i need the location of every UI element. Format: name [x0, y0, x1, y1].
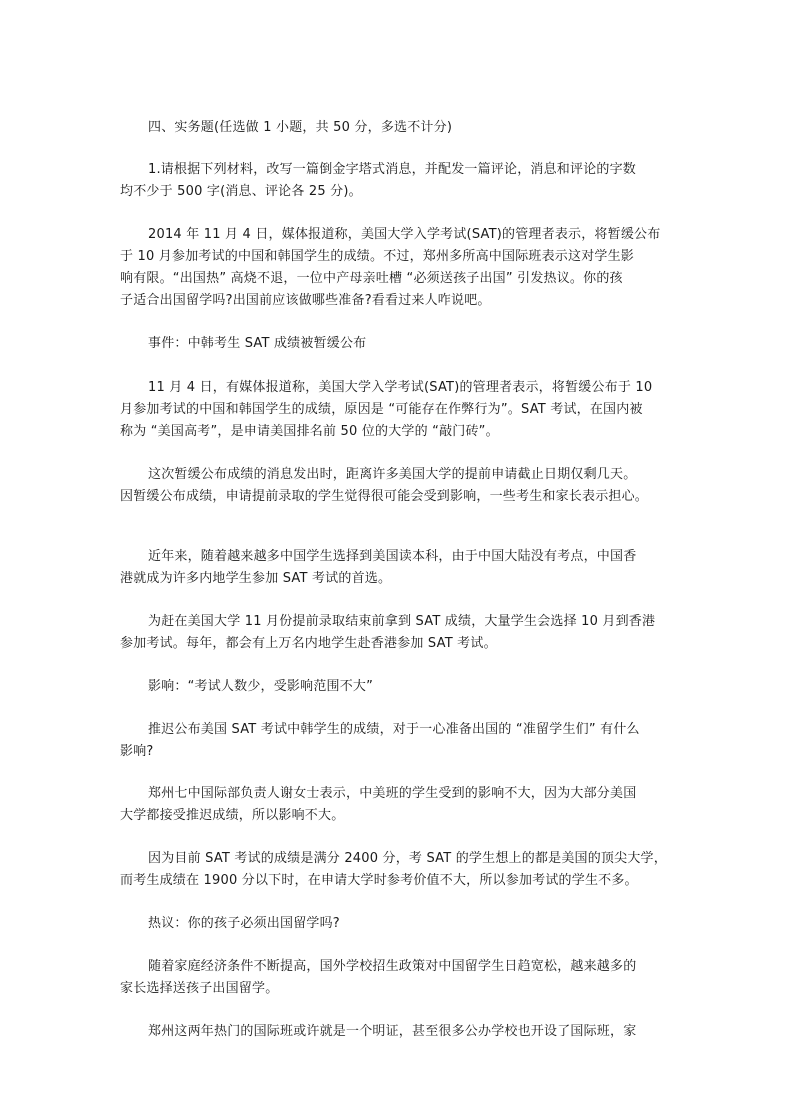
question-line-2: 均不少于 500 字(消息、评论各 25 分)。 — [120, 184, 362, 199]
event-line-2: 月参加考试的中国和韩国学生的成绩，原因是 “可能存在作弊行为”。SAT 考试，在国内被 — [120, 402, 643, 417]
score-line-1: 因为目前 SAT 考试的成绩是满分 2400 分，考 SAT 的学生想上的都是美国的顶尖大学， — [148, 851, 667, 866]
intro-line-2: 于 10 月参加考试的中国和韩国学生的成绩。不过，郑州多所高中国际班表示这对学生影 — [120, 249, 635, 264]
question-line-1: 1.请根据下列材料，改写一篇倒金字塔式消息，并配发一篇评论，消息和评论的字数 — [148, 162, 637, 177]
recent-line-2: 港就成为许多内地学生参加 SAT 考试的首选。 — [120, 571, 392, 586]
hk-line-2: 参加考试。每年，都会有上万名内地学生赴香港参加 SAT 考试。 — [120, 636, 497, 651]
event-line-1: 11 月 4 日，有媒体报道称，美国大学入学考试(SAT)的管理者表示，将暂缓公布于 10 — [148, 380, 653, 395]
zz7-line-2: 大学都接受推迟成绩，所以影响不大。 — [120, 808, 345, 823]
intro-line-3: 响有限。“出国热” 高烧不退，一位中产母亲吐槽 “必须送孩子出国” 引发热议。你的孩 — [120, 271, 623, 286]
impact-heading: 影响：“考试人数少，受影响范围不大” — [148, 679, 374, 694]
last-line-1: 郑州这两年热门的国际班或许就是一个明证，甚至很多公办学校也开设了国际班，家 — [148, 1024, 637, 1039]
zz7-line-1: 郑州七中国际部负责人谢女士表示，中美班的学生受到的影响不大，因为大部分美国 — [148, 786, 637, 801]
event-heading: 事件：中韩考生 SAT 成绩被暂缓公布 — [148, 336, 367, 351]
event-line-3: 称为 “美国高考”，是申请美国排名前 50 位的大学的 “敲门砖”。 — [120, 424, 499, 439]
score-line-2: 而考生成绩在 1900 分以下时，在申请大学时参考价值不大，所以参加考试的学生不多。 — [120, 873, 638, 888]
family-line-1: 随着家庭经济条件不断提高，国外学校招生政策对中国留学生日趋宽松，越来越多的 — [148, 959, 637, 974]
recent-line-1: 近年来，随着越来越多中国学生选择到美国读本科，由于中国大陆没有考点，中国香 — [148, 549, 637, 564]
section-heading: 四、实务题(任选做 1 小题，共 50 分，多选不计分) — [148, 120, 453, 135]
impact-question-line-1: 推迟公布美国 SAT 考试中韩学生的成绩，对于一心准备出国的 “准留学生们” 有什么 — [148, 722, 640, 737]
impact-question-line-2: 影响? — [120, 744, 154, 759]
delay-line-2: 因暂缓公布成绩，申请提前录取的学生觉得很可能会受到影响，一些考生和家长表示担心。 — [120, 489, 649, 504]
debate-heading: 热议：你的孩子必须出国留学吗? — [148, 916, 340, 931]
delay-line-1: 这次暂缓公布成绩的消息发出时，距离许多美国大学的提前申请截止日期仅剩几天。 — [148, 467, 637, 482]
intro-line-4: 子适合出国留学吗?出国前应该做哪些准备?看看过来人咋说吧。 — [120, 293, 491, 308]
intro-line-1: 2014 年 11 月 4 日，媒体报道称，美国大学入学考试(SAT)的管理者表示，将暂缓公布 — [148, 227, 661, 242]
family-line-2: 家长选择送孩子出国留学。 — [120, 981, 279, 996]
hk-line-1: 为赶在美国大学 11 月份提前录取结束前拿到 SAT 成绩，大量学生会选择 10 月到香港 — [148, 614, 656, 629]
